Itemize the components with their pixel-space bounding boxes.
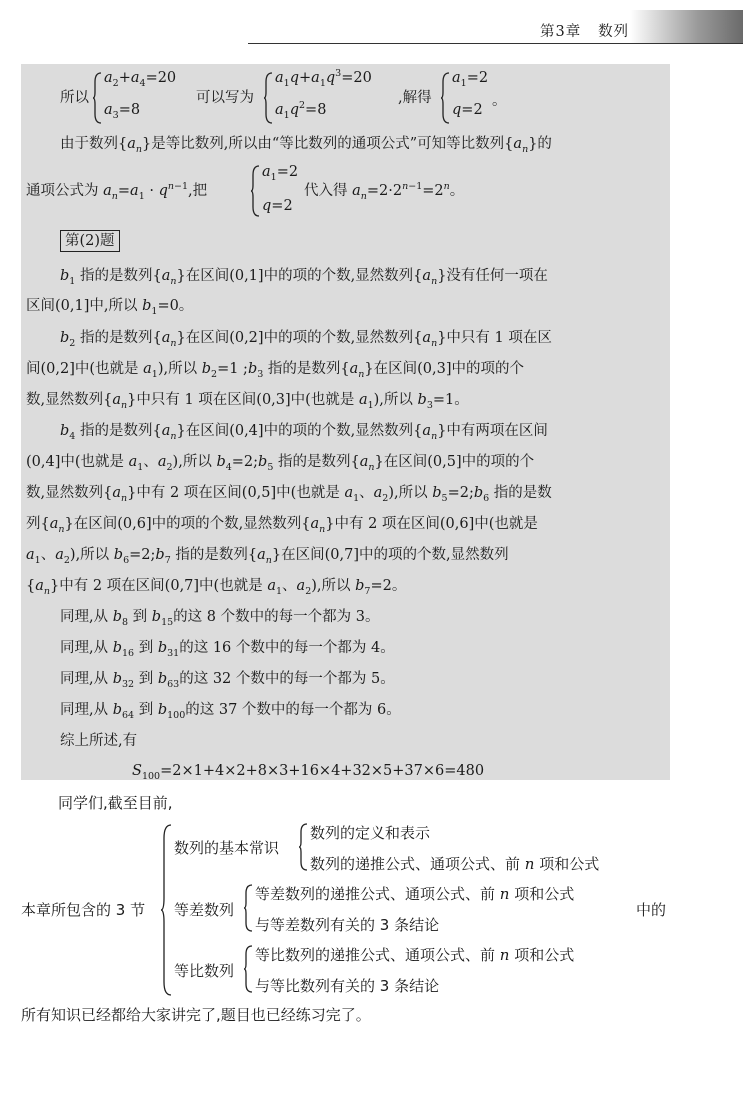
left-brace-icon [243, 884, 253, 932]
tree-leaf-geometric-formulas: 等比数列的递推公式、通项公式、前 n 项和公式 [255, 946, 575, 964]
tree-root: 本章所包含的 3 节 [21, 901, 146, 919]
similarly-b32-b63: 同理,从 $b_{32}$ 到 $b_{63}$的这 32 个数中的每一个都为 5。 [60, 671, 395, 690]
left-brace-icon [160, 824, 172, 996]
closing-line: 所有知识已经都给大家讲完了,题目也已经练习完了。 [21, 1006, 371, 1024]
left-brace-icon [250, 165, 260, 217]
paragraph-general-term-2: 通项公式为 $a_n=a_1 \cdot q^{n-1}$,把 [26, 181, 208, 202]
tree-node-arithmetic: 等差数列 [174, 901, 235, 919]
left-brace-icon [92, 72, 102, 124]
similarly-b64-b100: 同理,从 $b_{64}$ 到 $b_{100}$的这 37 个数中的每一个都为 6。 [60, 702, 401, 721]
paragraph-general-term-1: 由于数列$\{a_n\}$是等比数列,所以由“等比数列的通项公式”可知等比数列$\{a_n\}$的 [60, 136, 552, 155]
eq-q-substitute: q=2 [262, 198, 293, 214]
solution-line-1-mid: 可以写为 [196, 90, 254, 106]
tree-leaf-geometric-conclusions: 与等比数列有关的 3 条结论 [255, 977, 440, 995]
b4-line-5: $a_1$、$a_2$),所以 $b_6=2;b_7$ 指的是数列$\{a_n\}$在区间(0,7]中的项的个数,显然数列 [26, 547, 509, 566]
b2-line-2: 间(0,2]中(也就是 $a_1$),所以 $b_2=1$ $;b_3$ 指的是数列$\{a_n\}$在区间(0,3]中的项的个 [26, 361, 525, 380]
eq-a1-result: $a_1=2$ [452, 70, 489, 89]
eq-a2-a4: $a_2+a_4=20$ [104, 70, 177, 89]
tree-node-geometric: 等比数列 [174, 962, 235, 980]
similarly-b8-b15: 同理,从 $b_8$ 到 $b_{15}$的这 8 个数中的每一个都为 3。 [60, 609, 380, 628]
tree-leaf-arithmetic-formulas: 等差数列的递推公式、通项公式、前 n 项和公式 [255, 885, 575, 903]
left-brace-icon [243, 945, 253, 993]
chapter-title: 数列 [598, 24, 630, 40]
intro-line: 同学们,截至目前, [58, 794, 173, 812]
chapter-number: 第3章 [540, 24, 582, 40]
header-rule [248, 43, 743, 44]
eq-a1-substitute: $a_1=2$ [262, 164, 299, 183]
eq-q-result: q=2 [452, 102, 483, 118]
b1-line-1: $b_1$ 指的是数列$\{a_n\}$在区间(0,1]中的项的个数,显然数列$\{a_n\}$没有任何一项在 [60, 268, 548, 287]
running-header [540, 20, 629, 41]
b2-line-1: $b_2$ 指的是数列$\{a_n\}$在区间(0,2]中的项的个数,显然数列$\{a_n\}$中只有 1 项在区 [60, 330, 552, 349]
solution-line-1-end: 。 [492, 93, 507, 109]
b4-line-3: 数,显然数列$\{a_n\}$中有 2 项在区间(0,5]中(也就是 $a_1$、$a_2$),所以 $b_5=2;b_6$ 指的是数 [26, 485, 552, 504]
header-gradient-band [630, 10, 743, 44]
solution-line-1-lead: 所以 [60, 90, 89, 106]
b4-line-2: (0,4]中(也就是 $a_1$、$a_2$),所以 $b_4=2;b_5$ 指的是数列$\{a_n\}$在区间(0,5]中的项的个 [26, 454, 535, 473]
left-brace-icon [263, 72, 273, 124]
b4-line-6: $\{a_n\}$中有 2 项在区间(0,7]中(也就是 $a_1$、$a_2$),所以 $b_7=2$。 [26, 578, 407, 597]
tree-suffix: 中的 [636, 901, 667, 919]
eq-a1q-a1q3: $a_1q+a_1q^3=20$ [275, 68, 372, 89]
summary-line: 综上所述,有 [60, 733, 138, 749]
left-brace-icon [298, 823, 308, 871]
tree-leaf-definition: 数列的定义和表示 [310, 824, 431, 842]
eq-a1q2: $a_1q^2=8$ [275, 100, 327, 121]
sum-formula: $S_{100}=2\times 1+4\times 2+8\times 3+16\times 4+32\times 5+37\times 6=480$ [132, 763, 485, 782]
tree-leaf-arithmetic-conclusions: 与等差数列有关的 3 条结论 [255, 916, 440, 934]
tree-node-basics: 数列的基本常识 [174, 839, 280, 857]
paragraph-general-term-3: 代入得 $a_n=2\cdot 2^{n-1}=2^n$。 [304, 181, 465, 202]
question-2-label: 第(2)题 [60, 230, 120, 252]
b4-line-1: $b_4$ 指的是数列$\{a_n\}$在区间(0,4]中的项的个数,显然数列$\{a_n\}$中有两项在区间 [60, 423, 548, 442]
eq-a3: $a_3=8$ [104, 102, 141, 121]
b4-line-4: 列$\{a_n\}$在区间(0,6]中的项的个数,显然数列$\{a_n\}$中有 2 项在区间(0,6]中(也就是 [26, 516, 538, 535]
solution-line-1-solve: ,解得 [398, 90, 432, 106]
left-brace-icon [440, 72, 450, 124]
similarly-b16-b31: 同理,从 $b_{16}$ 到 $b_{31}$的这 16 个数中的每一个都为 4。 [60, 640, 395, 659]
b2-line-3: 数,显然数列$\{a_n\}$中只有 1 项在区间(0,3]中(也就是 $a_1$),所以 $b_3=1$。 [26, 392, 469, 411]
tree-leaf-basics-formulas: 数列的递推公式、通项公式、前 n 项和公式 [310, 855, 600, 873]
b1-line-2: 区间(0,1]中,所以 $b_1=0$。 [26, 298, 194, 317]
